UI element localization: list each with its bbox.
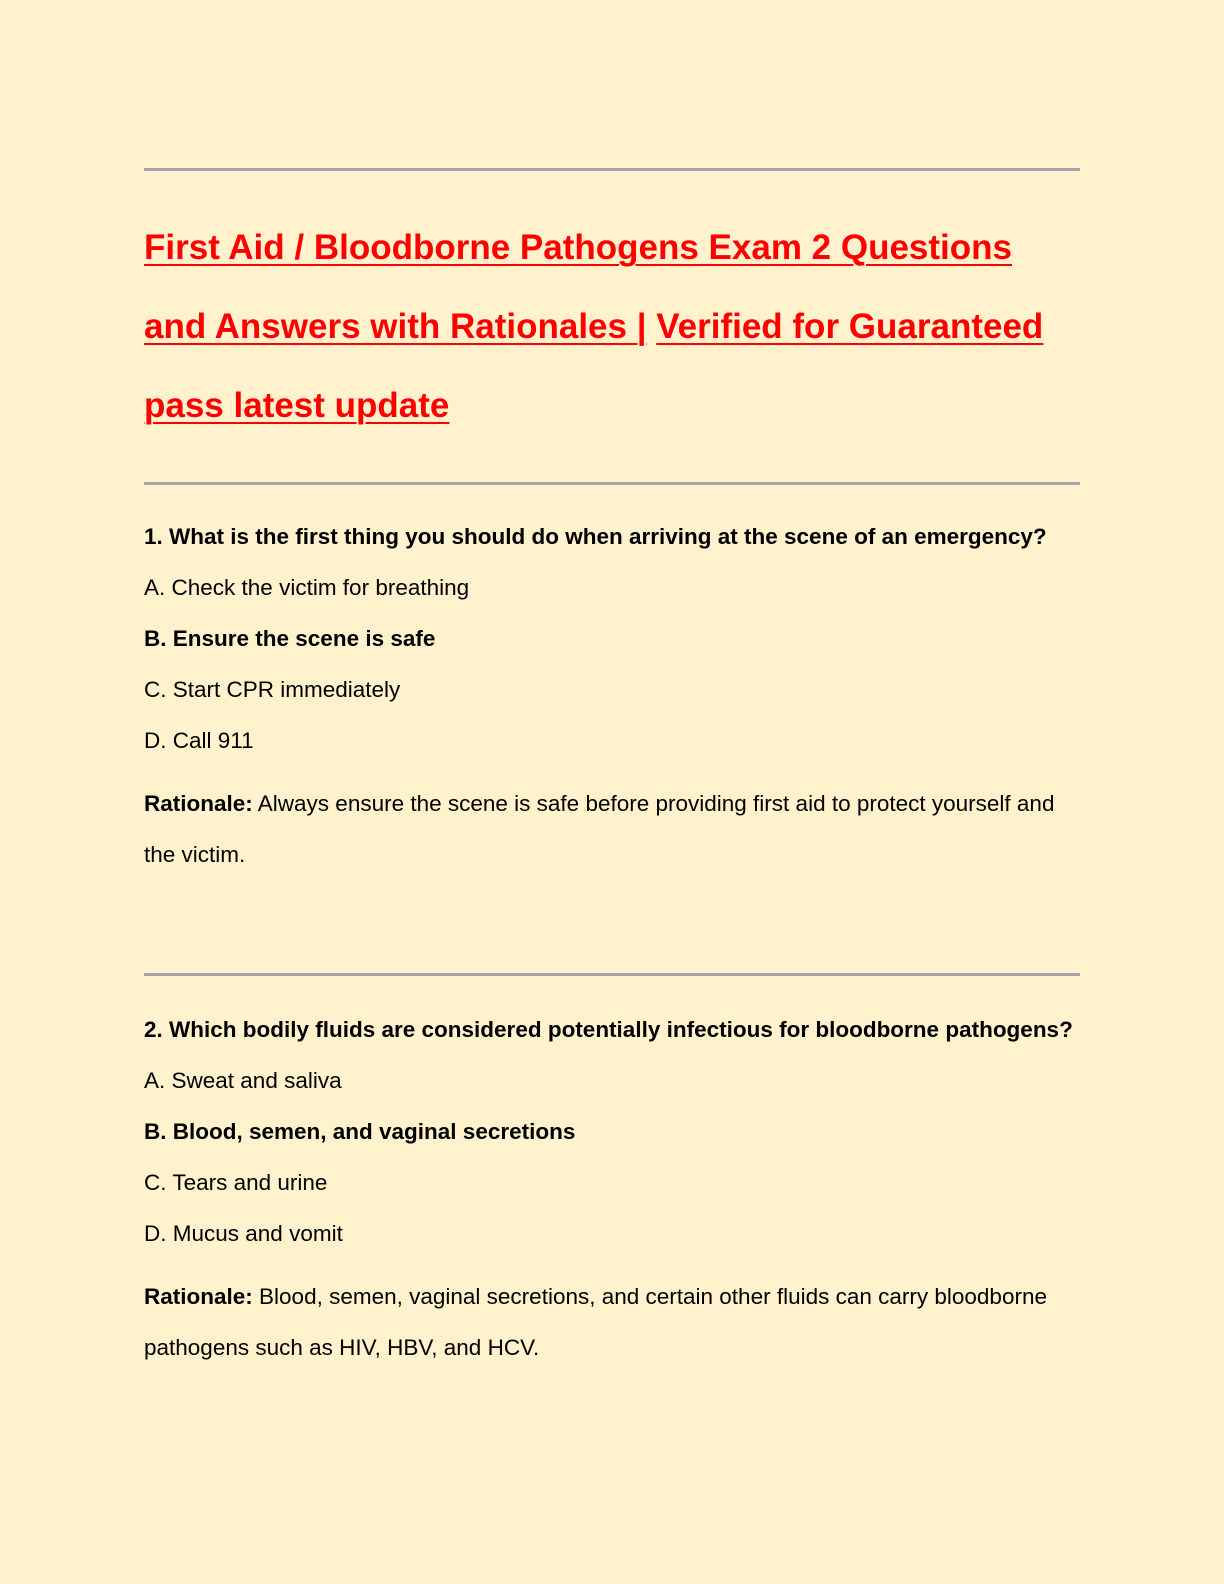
option-b-correct: B. Blood, semen, and vaginal secretions (144, 1119, 576, 1144)
horizontal-rule-between-questions (144, 973, 1080, 976)
document-title (144, 208, 1080, 445)
title-part-2: Verified for Guaranteed pass latest update (144, 307, 1044, 425)
horizontal-rule-top (144, 168, 1080, 171)
option-c: C. Tears and urine (144, 1170, 328, 1195)
option-a: A. Check the victim for breathing (144, 575, 470, 600)
option-a: A. Sweat and saliva (144, 1068, 342, 1093)
option-b-correct: B. Ensure the scene is safe (144, 626, 436, 651)
rationale (144, 778, 1080, 880)
rationale-label: Rationale: (144, 791, 253, 816)
question-block-2 (144, 1004, 1080, 1373)
rationale (144, 1271, 1080, 1373)
horizontal-rule-after-title (144, 482, 1080, 485)
option-c: C. Start CPR immediately (144, 677, 401, 702)
rationale-text: Always ensure the scene is safe before providing first aid to protect yourself and the victim. (144, 791, 1055, 867)
rationale-label: Rationale: (144, 1284, 253, 1309)
rationale-text: Blood, semen, vaginal secretions, and certain other fluids can carry bloodborne pathogens such as HIV, HBV, and HCV. (144, 1284, 1047, 1360)
option-d: D. Mucus and vomit (144, 1221, 343, 1246)
title-part-1: First Aid / Bloodborne Pathogens Exam 2 Questions and Answers with Rationales | (144, 228, 1012, 346)
question-text: 2. Which bodily fluids are considered potentially infectious for bloodborne pathogens? (144, 1017, 1073, 1042)
option-d: D. Call 911 (144, 728, 254, 753)
question-block-1 (144, 511, 1080, 880)
question-text: 1. What is the first thing you should do when arriving at the scene of an emergency? (144, 524, 1047, 549)
